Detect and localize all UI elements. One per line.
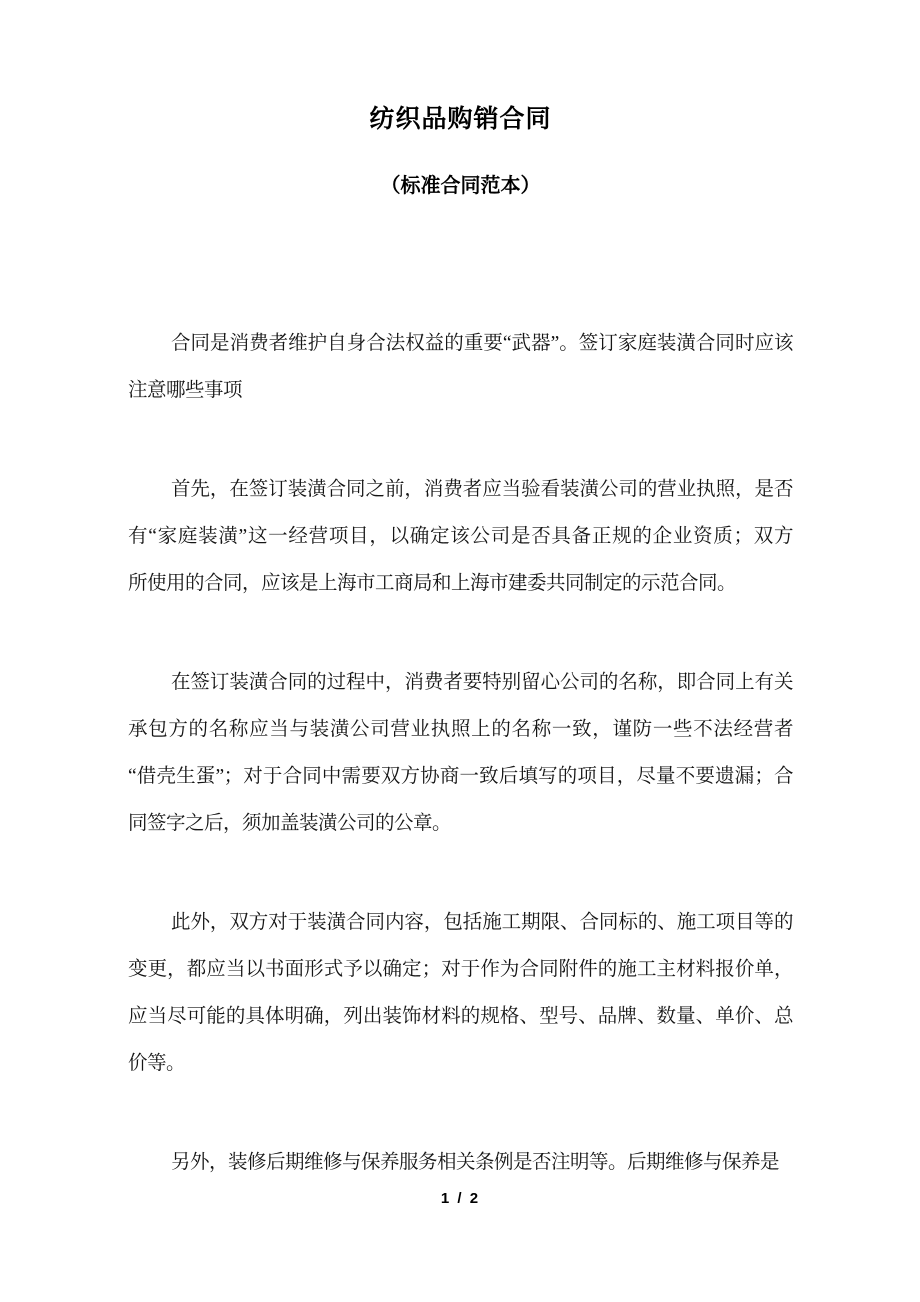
- document-subtitle: （标准合同范本）: [380, 175, 541, 197]
- document-title: 纺织品购销合同: [369, 105, 552, 133]
- text-line: 在签订装潢合同的过程中，消费者要特别留心公司的名称，即合同上有关: [171, 672, 793, 693]
- page-number: 1 / 2: [440, 1190, 481, 1207]
- text-line: 所使用的合同，应该是上海市工商局和上海市建委共同制定的示范合同。: [128, 573, 737, 594]
- text-line: 同签字之后，须加盖装潢公司的公章。: [128, 813, 452, 834]
- text-line: 有“家庭装潢”这一经营项目，以确定该公司是否具备正规的企业资质；双方: [128, 526, 793, 547]
- text-line: 价等。: [128, 1053, 186, 1074]
- paragraph: [128, 1139, 793, 1186]
- text-line: 合同是消费者维护自身合法权益的重要“武器”。签订家庭装潢合同时应该: [171, 333, 793, 354]
- paragraph: [128, 899, 793, 1087]
- text-line: 注意哪些事项: [128, 380, 243, 401]
- paragraph: [128, 320, 793, 414]
- text-line: 此外，双方对于装潢合同内容，包括施工期限、合同标的、施工项目等的: [171, 912, 793, 933]
- document-body: [128, 320, 793, 1186]
- text-line: “借壳生蛋”；对于合同中需要双方协商一致后填写的项目，尽量不要遗漏；合: [128, 766, 793, 787]
- text-line: 变更，都应当以书面形式予以确定；对于作为合同附件的施工主材料报价单，: [128, 959, 793, 980]
- text-line: 另外，装修后期维修与保养服务相关条例是否注明等。后期维修与保养是: [171, 1152, 780, 1173]
- text-line: 应当尽可能的具体明确，列出装饰材料的规格、型号、品牌、数量、单价、总: [128, 1006, 793, 1027]
- paragraph: [128, 466, 793, 607]
- text-line: 承包方的名称应当与装潢公司营业执照上的名称一致，谨防一些不法经营者: [128, 719, 793, 740]
- text-line: 首先，在签订装潢合同之前，消费者应当验看装潢公司的营业执照，是否: [171, 479, 793, 500]
- paragraph: [128, 659, 793, 847]
